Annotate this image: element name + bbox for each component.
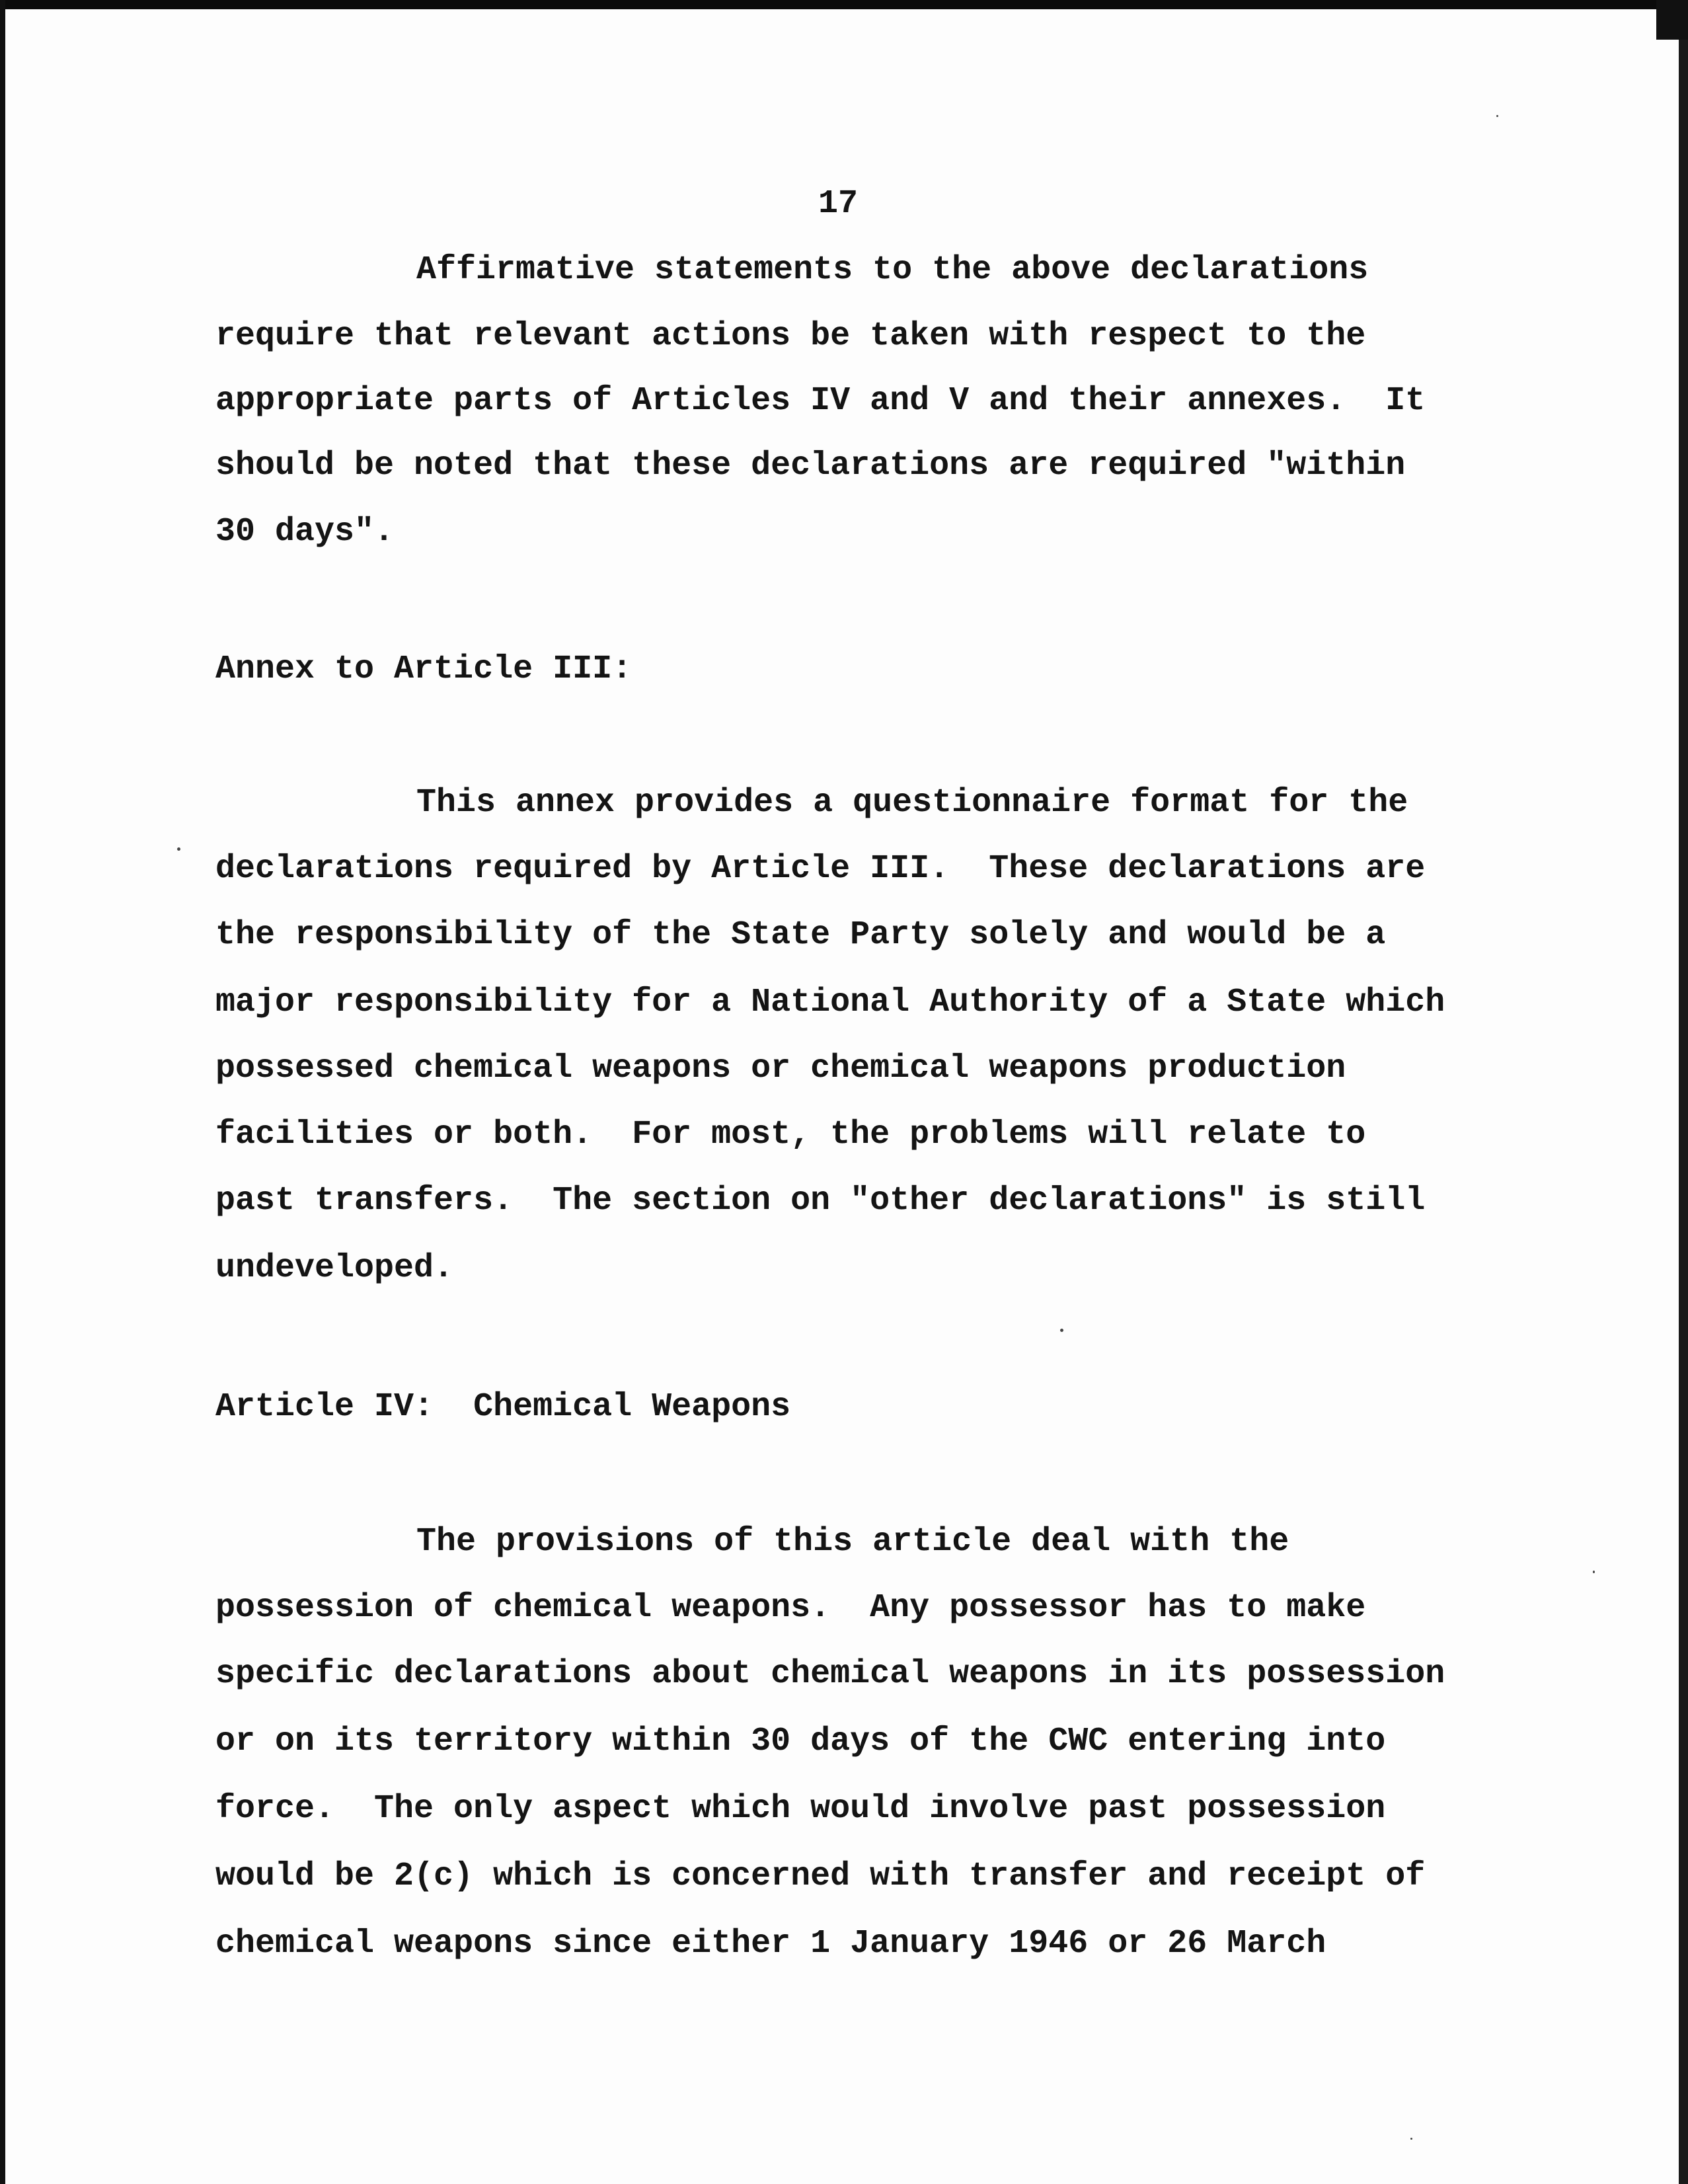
- paragraph-line: appropriate parts of Articles IV and V and their annexes. It: [215, 382, 1426, 420]
- scan-speck: [1410, 2138, 1412, 2140]
- paragraph-line: chemical weapons since either 1 January 1946 or 26 March: [215, 1925, 1326, 1963]
- paragraph-1: [215, 251, 1426, 551]
- paragraph-line: would be 2(c) which is concerned with transfer and receipt of: [215, 1857, 1426, 1895]
- paragraph-line: This annex provides a questionnaire format for the: [416, 784, 1408, 822]
- paragraph-line: the responsibility of the State Party solely and would be a: [215, 916, 1386, 954]
- paragraph-line: force. The only aspect which would involve past possession: [215, 1790, 1386, 1828]
- paragraph-line: The provisions of this article deal with the: [416, 1523, 1289, 1561]
- paragraph-line: require that relevant actions be taken with respect to the: [215, 317, 1366, 355]
- scan-edge-right: [1679, 0, 1688, 2184]
- paragraph-line: possession of chemical weapons. Any possessor has to make: [215, 1589, 1366, 1627]
- scan-speck: [1593, 1571, 1595, 1573]
- paragraph-line: 30 days".: [215, 513, 395, 551]
- paragraph-line: major responsibility for a National Authority of a State which: [215, 984, 1445, 1021]
- scan-corner: [1656, 0, 1688, 40]
- scan-speck: [1060, 1329, 1063, 1332]
- page-number: 17: [818, 185, 859, 223]
- scan-edge-left: [0, 0, 5, 2184]
- paragraph-line: or on its territory within 30 days of the CWC entering into: [215, 1723, 1386, 1760]
- paragraph-line: undeveloped.: [215, 1249, 454, 1287]
- paragraph-line: Affirmative statements to the above declarations: [416, 251, 1369, 289]
- scan-speck: [177, 847, 180, 851]
- paragraph-line: should be noted that these declarations are required "within: [215, 447, 1406, 485]
- paragraph-line: past transfers. The section on "other declarations" is still: [215, 1182, 1426, 1220]
- scan-speck: [1496, 115, 1498, 117]
- paragraph-3: [215, 1523, 1445, 1963]
- paragraph-line: declarations required by Article III. These declarations are: [215, 850, 1426, 888]
- paragraph-line: facilities or both. For most, the problems will relate to: [215, 1116, 1366, 1153]
- section-heading-article-iv: Article IV: Chemical Weapons: [215, 1388, 791, 1426]
- section-heading-annex: Annex to Article III:: [215, 650, 633, 688]
- paragraph-2: [215, 784, 1445, 1287]
- paragraph-line: possessed chemical weapons or chemical weapons production: [215, 1050, 1346, 1087]
- paragraph-line: specific declarations about chemical weapons in its possession: [215, 1655, 1445, 1693]
- scan-edge-top: [0, 0, 1688, 9]
